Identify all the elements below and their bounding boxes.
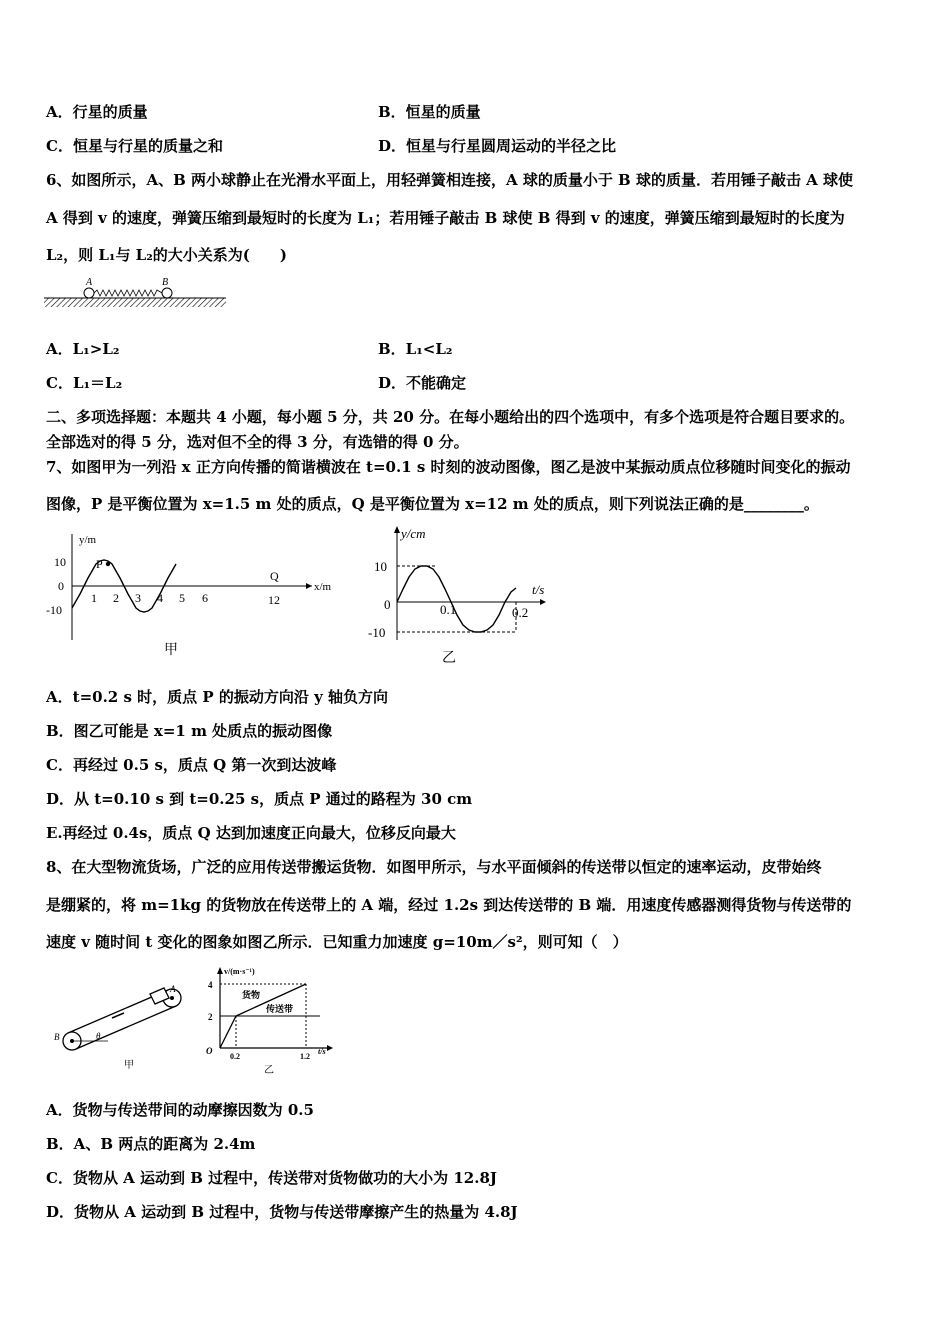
x-tick-2: 2 bbox=[113, 591, 119, 605]
x-tick-3: 3 bbox=[135, 591, 141, 605]
q6-option-d: D．不能确定 bbox=[378, 374, 467, 392]
q7-vibration-figure-yi bbox=[368, 522, 568, 668]
point-p-label: P bbox=[96, 557, 103, 571]
y-tick-10: 10 bbox=[374, 559, 387, 574]
q8-stem-line-2: 是绷紧的，将 m=1kg 的货物放在传送带上的 A 端，经过 1.2s 到达传送带的 B 端．用速度传感器测得货物与传送带的 bbox=[46, 896, 852, 914]
x-axis-arrow bbox=[306, 583, 312, 589]
q5-option-c: C．恒星与行星的质量之和 bbox=[46, 137, 223, 155]
q8-option-c: C．货物从 A 运动到 B 过程中，传送带对货物做功的大小为 12.8J bbox=[46, 1169, 497, 1187]
x-axis-label: x/m bbox=[314, 581, 332, 593]
q6-stem-line-1: 6、如图所示，A、B 两小球静止在光滑水平面上，用轻弹簧相连接，A 球的质量小于 B 球的质量．若用锤子敲击 A 球使 bbox=[46, 171, 854, 189]
q8-stem-line-1: 8、在大型物流货场，广泛的应用传送带搬运货物．如图甲所示，与水平面倾斜的传送带以恒定的速率运动，皮带始终 bbox=[46, 858, 822, 876]
t-tick-1.2: 1.2 bbox=[300, 1052, 310, 1061]
origin-label: O bbox=[206, 1046, 213, 1056]
q7-option-b: B．图乙可能是 x=1 m 处质点的振动图像 bbox=[46, 722, 333, 740]
label-b: B bbox=[162, 277, 169, 288]
belt-line-label: 传送带 bbox=[266, 1004, 294, 1014]
ground-hatch bbox=[44, 298, 226, 307]
q8-option-b: B．A、B 两点的距离为 2.4m bbox=[46, 1135, 256, 1153]
v-tick-2: 2 bbox=[208, 1012, 213, 1022]
t-axis-arrow bbox=[540, 599, 546, 605]
point-p bbox=[106, 562, 110, 566]
x-tick-1: 1 bbox=[91, 591, 97, 605]
q6-option-b: B．L₁<L₂ bbox=[378, 340, 453, 358]
q6-stem-line-3: L₂，则 L₁与 L₂的大小关系为( ) bbox=[46, 246, 287, 264]
q8-velocity-figure-yi bbox=[200, 962, 340, 1076]
q5-option-d: D．恒星与行星圆周运动的半径之比 bbox=[378, 137, 617, 155]
v-tick-4: 4 bbox=[208, 980, 213, 990]
vibration-curve bbox=[397, 566, 516, 632]
x-tick-6: 6 bbox=[202, 591, 208, 605]
q6-option-c: C．L₁＝L₂ bbox=[46, 374, 123, 392]
y-tick-10: 10 bbox=[54, 555, 66, 569]
y-tick-0: 0 bbox=[58, 579, 64, 593]
section2-heading-line-1: 二、多项选择题：本题共 4 小题，每小题 5 分，共 20 分。在每小题给出的四个选项中，有多个选项是符合题目要求的。 bbox=[46, 408, 855, 426]
caption-jia: 甲 bbox=[124, 1060, 134, 1070]
q5-option-b: B．恒星的质量 bbox=[378, 103, 481, 121]
x-tick-4: 4 bbox=[157, 591, 163, 605]
point-q-label: Q bbox=[270, 569, 279, 583]
q7-option-c: C．再经过 0.5 s，质点 Q 第一次到达波峰 bbox=[46, 756, 337, 774]
v-axis-arrow bbox=[217, 967, 223, 974]
label-a: A bbox=[86, 277, 93, 288]
q6-option-a: A．L₁>L₂ bbox=[46, 340, 120, 358]
q6-spring-figure bbox=[44, 274, 229, 310]
t-axis-label: t/s bbox=[532, 582, 545, 597]
t-axis-arrow bbox=[327, 1045, 333, 1051]
q7-wave-figure-jia bbox=[44, 524, 344, 664]
belt-bottom bbox=[76, 1006, 176, 1049]
t-tick-0.1: 0.1 bbox=[440, 602, 457, 617]
q7-option-e: E.再经过 0.4s，质点 Q 达到加速度正向最大，位移反向最大 bbox=[46, 824, 456, 842]
y-tick-neg10: -10 bbox=[368, 625, 386, 640]
q5-option-a: A．行星的质量 bbox=[46, 103, 148, 121]
q7-option-d: D．从 t=0.10 s 到 t=0.25 s，质点 P 通过的路程为 30 cm bbox=[46, 790, 473, 808]
spring bbox=[94, 290, 162, 296]
q7-stem-line-1: 7、如图甲为一列沿 x 正方向传播的简谐横波在 t=0.1 s 时刻的波动图像，图乙是波中某振动质点位移随时间变化的振动 bbox=[46, 458, 851, 476]
y-axis-label: y/m bbox=[79, 534, 97, 546]
q7-option-a: A．t=0.2 s 时，质点 P 的振动方向沿 y 轴负方向 bbox=[46, 688, 389, 706]
y-tick-neg10: -10 bbox=[46, 603, 62, 617]
q8-option-d: D．货物从 A 运动到 B 过程中，货物与传送带摩擦产生的热量为 4.8J bbox=[46, 1203, 518, 1221]
pulley-a-axle bbox=[170, 996, 174, 1000]
q8-stem-line-3: 速度 v 随时间 t 变化的图象如图乙所示．已知重力加速度 g=10m／s²，则可知（ ） bbox=[46, 933, 628, 951]
t-tick-0.2: 0.2 bbox=[230, 1052, 240, 1061]
cargo-curve-label: 货物 bbox=[242, 990, 261, 1000]
t-axis-label: t/s bbox=[318, 1047, 326, 1056]
y-tick-0: 0 bbox=[384, 597, 391, 612]
x-tick-5: 5 bbox=[179, 591, 185, 605]
x-tick-12: 12 bbox=[268, 593, 280, 607]
ball-b bbox=[162, 288, 172, 298]
y-axis-label: y/cm bbox=[401, 526, 426, 541]
caption-jia: 甲 bbox=[164, 643, 178, 658]
ball-a bbox=[84, 288, 94, 298]
label-a: A bbox=[170, 984, 176, 994]
caption-yi: 乙 bbox=[264, 1065, 274, 1076]
label-b: B bbox=[54, 1032, 60, 1042]
q8-option-a: A．货物与传送带间的动摩擦因数为 0.5 bbox=[46, 1101, 314, 1119]
section2-heading-line-2: 全部选对的得 5 分，选对但不全的得 3 分，有选错的得 0 分。 bbox=[46, 433, 469, 451]
v-axis-label: v/(m·s⁻¹) bbox=[224, 967, 255, 976]
caption-yi: 乙 bbox=[442, 651, 456, 666]
label-theta: θ bbox=[96, 1031, 101, 1041]
t-tick-0.2: 0.2 bbox=[512, 605, 529, 620]
y-axis-arrow bbox=[394, 526, 400, 533]
q8-conveyor-figure-jia bbox=[52, 978, 194, 1070]
q7-stem-line-2: 图像，P 是平衡位置为 x=1.5 m 处的质点，Q 是平衡位置为 x=12 m 处的质点，则下列说法正确的是________。 bbox=[46, 495, 819, 513]
q6-stem-line-2: A 得到 v 的速度，弹簧压缩到最短时的长度为 L₁；若用锤子敲击 B 球使 B 得到 v 的速度，弹簧压缩到最短时的长度为 bbox=[46, 209, 845, 227]
